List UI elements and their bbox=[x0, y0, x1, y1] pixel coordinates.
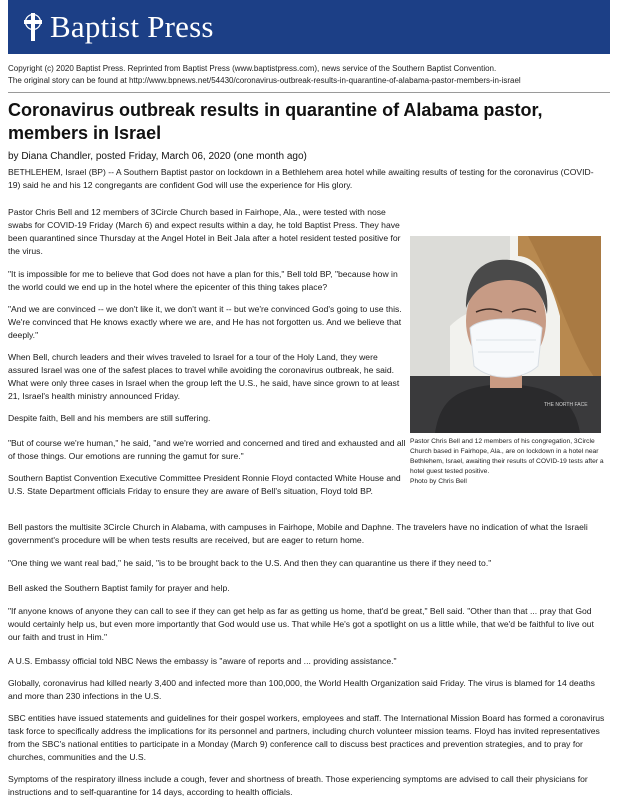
article-paragraph: Bell asked the Southern Baptist family for prayer and help. bbox=[8, 583, 230, 593]
article-paragraph: Symptoms of the respiratory illness include a cough, fever and shortness of breath. Those experiencing symptoms are advised to call their physicians for instructions and to self-quarantine for 14 days, according to health officials. bbox=[8, 774, 588, 797]
site-brand-name: Baptist Press bbox=[50, 9, 214, 44]
article-paragraph: BETHLEHEM, Israel (BP) -- A Southern Baptist pastor on lockdown in a Bethlehem area hotel while awaiting results of testing for the coronavirus (COVID-19) said he and his 12 congregants are confident God will use the experience for His glory. bbox=[8, 167, 594, 190]
header-divider bbox=[8, 92, 610, 93]
original-story-link[interactable]: The original story can be found at http://www.bpnews.net/54430/coronavirus-outbreak-results-in-quarantine-of-alabama-pastor-members-in-israel bbox=[8, 76, 521, 85]
article-paragraph: A U.S. Embassy official told NBC News the embassy is "aware of reports and ... providing assistance." bbox=[8, 656, 397, 666]
photo-caption-text: Pastor Chris Bell and 12 members of his congregation, 3Circle Church based in Fairhope, Ala., are on lockdown in a hotel near Bethlehem, Israel, awaiting their results of COVID-19 tests after a hotel guest tested positive. bbox=[410, 438, 604, 475]
article-paragraph: Despite faith, Bell and his members are still suffering. bbox=[8, 413, 211, 423]
article-paragraph: "If anyone knows of anyone they can call to see if they can get help as far as getting us home, that'd be great," Bell said. "Other than that ... pray that God would certainly help us, but even more importantly that God would use us. That while He's got a spotlight on us a little while, that we'd be faithful to live out our faith and trust in Him." bbox=[8, 606, 594, 642]
article-headline: Coronavirus outbreak results in quarantine of Alabama pastor, members in Israel bbox=[8, 100, 543, 143]
copyright-line: Copyright (c) 2020 Baptist Press. Reprinted from Baptist Press (www.baptistpress.com), news service of the Southern Baptist Convention. bbox=[8, 64, 497, 73]
article-paragraph: Pastor Chris Bell and 12 members of 3Circle Church based in Fairhope, Ala., were tested with nose swabs for COVID-19 Friday (March 6) and expect results within a day, he told Baptist Press. They have been quarantined since Thursday at the Angel Hotel in Beit Jala after a hotel resident tested positive for the virus. bbox=[8, 207, 401, 256]
article-paragraph: Southern Baptist Convention Executive Committee President Ronnie Floyd contacted White House and U.S. State Department officials Friday to ensure they are aware of Bell's situation, Floyd told BP. bbox=[8, 473, 401, 496]
pastor-photo bbox=[410, 236, 601, 433]
article-paragraph: "One thing we want real bad," he said, "is to be brought back to the U.S. And then they can quarantine us there if they need to." bbox=[8, 558, 492, 568]
article-paragraph: SBC entities have issued statements and guidelines for their gospel workers, employees and staff. The International Mission Board has formed a coronavirus task force to specifically address the implications for its personnel and partners, including church volunteer mission teams. Floyd has invited representatives from the SBC's national entities to participate in a Monday (March 9) conference call to discuss best practices and prevention strategies, and to pray for churches, communities and the U.S. bbox=[8, 713, 605, 762]
article-paragraph: "And we are convinced -- we don't like it, we don't want it -- but we're convinced God's going to use this. We're convinced that He knows exactly where we are, and He has not forgotten us. And we believe that deeply." bbox=[8, 304, 402, 340]
article-paragraph: "But of course we're human," he said, "and we're worried and concerned and tired and exhausted and all of those things. Our emotions are running the gamut for sure." bbox=[8, 438, 406, 461]
site-banner bbox=[8, 0, 610, 54]
photo-caption bbox=[410, 437, 606, 487]
article-paragraph: When Bell, church leaders and their wives traveled to Israel for a tour of the Holy Land, they were assured Israel was one of the safest places to travel while avoiding the coronavirus outbreak, he said. What were only three cases in Israel when the group left the U.S., he said, have since grown to at least 21, Israel's health ministry announced Friday. bbox=[8, 352, 400, 401]
photo-credit: Photo by Chris Bell bbox=[410, 478, 467, 485]
article-paragraph: "It is impossible for me to believe that God does not have a plan for this," Bell told BP, "because how in the world could we end up in the hotel where the epicenter of this thing takes place? bbox=[8, 269, 398, 292]
article-paragraph: Bell pastors the multisite 3Circle Church in Alabama, with campuses in Fairhope, Mobile and Daphne. The travelers have no indication of what the Israeli government's procedure will be when tests results are received, but are eager to return home. bbox=[8, 522, 588, 545]
article-paragraph: Globally, coronavirus had killed nearly 3,400 and infected more than 100,000, the World Health Organization said Friday. The virus is blamed for 14 deaths and more than 230 infections in the U.S. bbox=[8, 678, 595, 701]
article-byline: by Diana Chandler, posted Friday, March 06, 2020 (one month ago) bbox=[8, 151, 307, 162]
cross-logo-icon bbox=[22, 12, 44, 42]
article-photo-figure bbox=[410, 236, 606, 487]
jacket-logo-text: THE NORTH FACE bbox=[544, 402, 588, 408]
copyright-notice bbox=[8, 63, 610, 87]
